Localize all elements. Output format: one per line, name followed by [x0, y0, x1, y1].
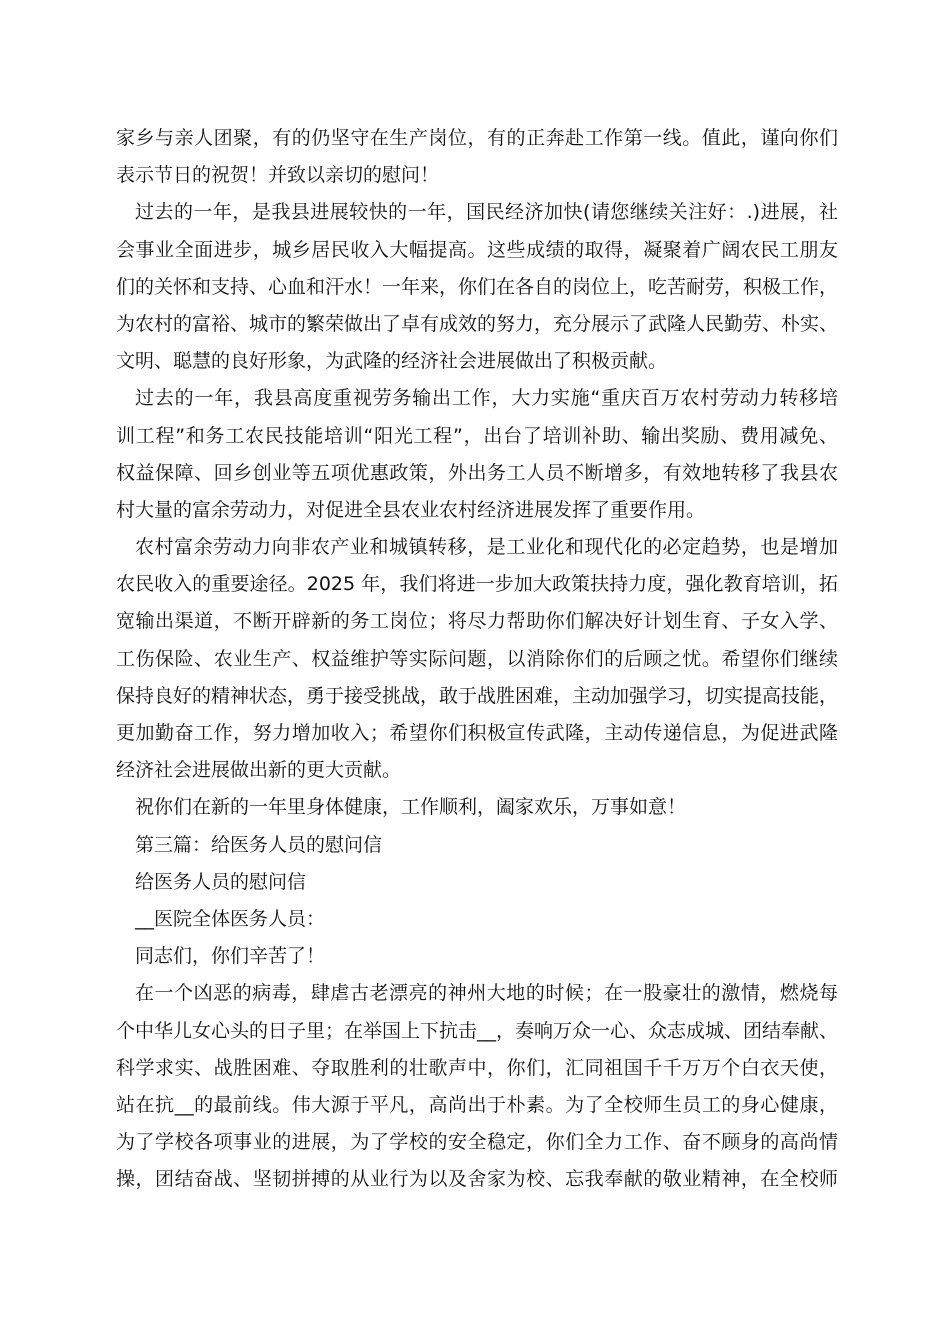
text-line: 工伤保险、农业生产、权益维护等实际问题，以消除你们的后顾之忧。希望你们继续 [116, 647, 838, 670]
text-line: 家乡与亲人团聚，有的仍坚守在生产岗位，有的正奔赴工作第一线。值此，谨向你们 [116, 127, 838, 149]
text-line: 保持良好的精神状态，勇于接受挑战，敢于战胜困难，主动加强学习，切实提高技能， [116, 684, 838, 707]
text-line: 们的关怀和支持、心血和汗水！一年来，你们在各自的岗位上，吃苦耐劳，积极工作， [116, 275, 838, 298]
text-line: 祝你们在新的一年里身体健康，工作顺利，阖家欢乐，万事如意！ [135, 796, 687, 819]
text-line: 第三篇：给医务人员的慰问信 [135, 833, 383, 856]
text-line: 会事业全面进步，城乡居民收入大幅提高。这些成绩的取得，凝聚着广阔农民工朋友 [116, 238, 838, 261]
text-line: 过去的一年，是我县进展较快的一年，国民经济加快(请您继续关注好：.)进展，社 [135, 201, 838, 224]
text-line: 权益保障、回乡创业等五项优惠政策，外出务工人员不断增多，有效地转移了我县农 [116, 461, 838, 484]
text-line: 农村富余劳动力向非农产业和城镇转移，是工业化和现代化的必定趋势，也是增加 [135, 536, 838, 559]
text-line: 同志们，你们辛苦了！ [135, 945, 326, 968]
text-line: 表示节日的祝贺！并致以亲切的慰问！ [116, 164, 440, 187]
text-line: 宽输出渠道，不断开辟新的务工岗位；将尽力帮助你们解决好计划生育、子女入学、 [116, 610, 838, 633]
text-line: 村大量的富余劳动力，对促进全县农业农村经济进展发挥了重要作用。 [116, 498, 706, 521]
text-line: 更加勤奋工作，努力增加收入；希望你们积极宣传武隆，主动传递信息，为促进武隆 [116, 722, 838, 744]
text-line: 过去的一年，我县高度重视劳务输出工作，大力实施“重庆百万农村劳动力转移培 [135, 387, 838, 410]
text-line: 个中华儿女心头的日子里；在举国上下抗击__，奏响万众一心、众志成城、团结奉献、 [116, 1019, 838, 1042]
text-line: 为了学校各项事业的进展，为了学校的安全稳定，你们全力工作、奋不顾身的高尚情 [116, 1131, 838, 1154]
text-line: 文明、聪慧的良好形象，为武隆的经济社会进展做出了积极贡献。 [116, 350, 668, 373]
text-line: 站在抗__的最前线。伟大源于平凡，高尚出于朴素。为了全校师生员工的身心健康， [116, 1093, 838, 1116]
text-line: 农民收入的重要途径。2025 年，我们将进一步加大政策扶持力度，强化教育培训，拓 [116, 573, 838, 596]
text-line: __医院全体医务人员： [135, 907, 326, 930]
text-line: 操，团结奋战、坚韧拼搏的从业行为以及舍家为校、忘我奉献的敬业精神，在全校师 [116, 1168, 838, 1191]
text-line: 给医务人员的慰问信 [135, 870, 307, 893]
text-line: 训工程”和务工农民技能培训“阳光工程”，出台了培训补助、输出奖励、费用减免、 [116, 424, 838, 447]
document-body [116, 120, 838, 1198]
text-line: 经济社会进展做出新的更大贡献。 [116, 759, 402, 782]
text-line: 为农村的富裕、城市的繁荣做出了卓有成效的努力，充分展示了武隆人民勤劳、朴实、 [116, 312, 838, 335]
text-line: 科学求实、战胜困难、夺取胜利的壮歌声中，你们，汇同祖国千千万万个白衣天使， [116, 1056, 838, 1079]
text-line: 在一个凶恶的病毒，肆虐古老漂亮的神州大地的时候；在一股豪壮的激情，燃烧每 [135, 982, 838, 1005]
